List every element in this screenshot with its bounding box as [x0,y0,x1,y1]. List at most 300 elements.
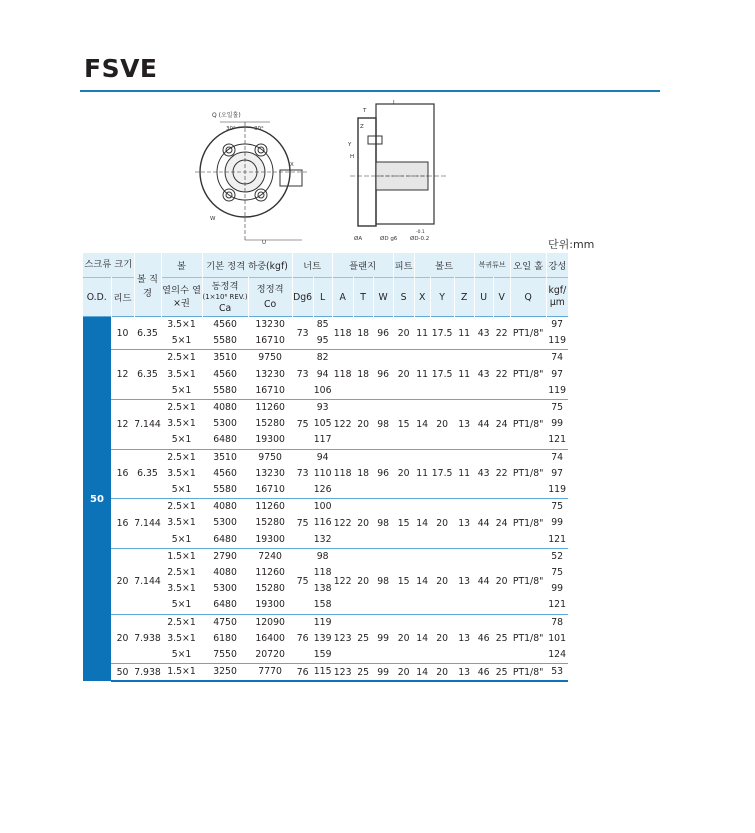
cell-stiffness-value: 119 [548,335,566,347]
header-basic-load: 기본 정격 하중(kgf) [202,253,292,278]
unit-label: 단위:mm [548,238,595,251]
cell-y: 20 [430,664,454,682]
cell-co-value: 13230 [255,467,285,479]
cell-stiffness-value: 75 [551,567,564,579]
table-row [83,449,568,499]
cell-co-value: 16710 [255,384,285,396]
header-oil-hole: 오일 홀 [510,253,546,278]
cell-ball-dia: 7.144 [134,400,161,450]
cell-stiffness-value: 101 [548,632,566,644]
header-z: Z [454,278,474,317]
cell-z: 13 [454,664,474,682]
cell-co-value: 15280 [255,418,285,430]
cell-ball-rows-value: 5×1 [171,384,192,396]
cell-co-value: 9750 [258,352,282,364]
cell-stiffness-value: 97 [551,467,564,479]
cell-dg6: 75 [292,499,313,549]
drawing-label-x: X [290,162,294,168]
cell-ball-rows [161,449,202,499]
cell-stiffness-value: 121 [548,533,566,545]
cell-l-value: 106 [313,384,332,396]
cell-z: 13 [454,400,474,450]
cell-l [313,548,332,614]
cell-ca-value: 5300 [213,517,237,529]
header-flange: 플랜지 [332,253,393,278]
cell-ca-value: 3510 [213,451,237,463]
header-dynamic-label: 동정격 [211,280,239,292]
cell-ball-rows [161,548,202,614]
cell-l-value: 98 [316,550,329,562]
cell-ball-dia: 7.144 [134,548,161,614]
cell-ball-dia: 7.938 [134,614,161,664]
cell-ball-rows-value: 2.5×1 [167,451,196,463]
cell-ca-value: 6480 [213,533,237,545]
cell-l [313,664,332,682]
cell-ca-value: 7550 [213,649,237,661]
cell-stiffness-value: 75 [551,501,564,513]
drawing-label-30b: 30° [254,126,264,132]
cell-co [248,614,292,664]
cell-stiffness-value: 119 [548,384,566,396]
cell-co-value: 12090 [255,616,285,628]
header-y: Y [430,278,454,317]
cell-l-value: 94 [316,451,329,463]
cell-stiffness-value: 78 [551,616,564,628]
cell-stiffness-value: 74 [551,352,564,364]
cell-co-value: 19300 [255,599,285,611]
cell-ca-value: 6480 [213,599,237,611]
cell-q: PT1/8" [510,449,546,499]
cell-ca-value: 5580 [213,484,237,496]
cell-stiffness [546,614,568,664]
cell-ca [202,614,248,664]
cell-x: 14 [414,400,430,450]
header-s: S [393,278,414,317]
cell-ca [202,499,248,549]
cell-stiffness-value: 53 [551,666,564,678]
cell-dg6: 76 [292,664,313,682]
cell-ca-value: 5300 [213,418,237,430]
cell-t: 18 [353,350,373,400]
cell-t: 20 [353,400,373,450]
cell-ca [202,350,248,400]
header-kgf-um: kgf/ μm [546,278,568,317]
cell-l-value: 105 [313,418,332,430]
drawing-label-l: L [393,100,397,106]
cell-x: 11 [414,317,430,350]
drawing-label-q: Q (오일홀) [212,112,241,119]
cell-stiffness-value: 97 [551,368,564,380]
cell-ball-dia: 7.938 [134,664,161,682]
cell-x: 11 [414,449,430,499]
cell-s: 15 [393,499,414,549]
cell-y: 17.5 [430,317,454,350]
drawing-label-d02: ØD-0.2 [410,236,430,242]
cell-ball-rows-value: 5×1 [171,599,192,611]
cell-s: 20 [393,664,414,682]
cell-co [248,400,292,450]
cell-co [248,499,292,549]
cell-ball-rows [161,499,202,549]
cell-co-value: 15280 [255,517,285,529]
cell-ca-value: 4750 [213,616,237,628]
cell-ball-rows-value: 5×1 [171,649,192,661]
cell-ball-dia: 6.35 [134,350,161,400]
cell-l-value: 82 [316,352,329,364]
header-v: V [493,278,510,317]
cell-ca-value: 3250 [213,666,237,678]
cell-stiffness-value: 97 [551,319,564,330]
cell-co-value: 11260 [255,501,285,513]
cell-l-value: 117 [313,434,332,446]
cell-co [248,548,292,614]
cell-a: 118 [332,350,353,400]
cell-l-value: 119 [313,616,332,628]
cell-t: 18 [353,449,373,499]
cell-lead: 50 [111,664,134,682]
cell-t: 25 [353,664,373,682]
header-static-label: 정정격 [256,284,284,295]
cell-x: 11 [414,350,430,400]
cell-w: 99 [373,614,393,664]
cell-l [313,614,332,664]
cell-u: 44 [474,499,493,549]
cell-co-value: 13230 [255,368,285,380]
cell-y: 17.5 [430,350,454,400]
cell-ball-rows-value: 1.5×1 [167,550,196,562]
cell-a: 123 [332,664,353,682]
cell-l-value: 132 [313,533,332,545]
cell-ca-value: 4560 [213,319,237,330]
header-dg6: Dg6 [292,278,313,317]
cell-t: 18 [353,317,373,350]
cell-stiffness [546,317,568,350]
header-ball: 볼 [161,253,202,278]
header-w: W [373,278,393,317]
cell-a: 123 [332,614,353,664]
table-row [83,499,568,549]
cell-w: 98 [373,400,393,450]
cell-s: 20 [393,449,414,499]
cell-co-value: 15280 [255,583,285,595]
cell-x: 14 [414,614,430,664]
cell-w: 96 [373,317,393,350]
cell-co-value: 9750 [258,451,282,463]
cell-lead: 12 [111,400,134,450]
cell-co-value: 16710 [255,335,285,347]
cell-y: 20 [430,400,454,450]
cell-l-value: 126 [313,484,332,496]
title-underline [80,90,660,92]
header-lead: 리드 [111,278,134,317]
cell-stiffness [546,400,568,450]
cell-z: 11 [454,449,474,499]
cell-w: 99 [373,664,393,682]
header-l: L [313,278,332,317]
cell-co-value: 7240 [258,550,282,562]
drawing-label-a: ØA [354,236,363,242]
header-u: U [474,278,493,317]
cell-ball-rows-value: 3.5×1 [167,319,196,330]
cell-co-value: 13230 [255,319,285,330]
drawing-label-w: W [210,216,216,222]
cell-ca-value: 4080 [213,567,237,579]
cell-stiffness-value: 121 [548,599,566,611]
drawing-label-tol: -0.1 [416,230,425,235]
cell-ca-value: 4560 [213,368,237,380]
cell-a: 122 [332,548,353,614]
cell-co-value: 20720 [255,649,285,661]
cell-ball-rows-value: 2.5×1 [167,501,196,513]
header-co: Co [264,299,277,310]
cell-co-value: 19300 [255,533,285,545]
cell-u: 43 [474,317,493,350]
cell-t: 20 [353,499,373,549]
cell-ca [202,449,248,499]
header-dynamic [202,278,248,317]
table-row [83,548,568,614]
cell-l-value: 116 [313,517,332,529]
cell-l-value: 139 [313,632,332,644]
cell-y: 20 [430,548,454,614]
cell-co-value: 11260 [255,402,285,414]
cell-ca [202,400,248,450]
cell-lead: 12 [111,350,134,400]
cell-v: 25 [493,614,510,664]
cell-ball-rows [161,350,202,400]
cell-dg6: 75 [292,400,313,450]
cell-stiffness-value: 52 [551,550,564,562]
cell-v: 22 [493,449,510,499]
cell-v: 22 [493,317,510,350]
cell-co [248,350,292,400]
cell-stiffness [546,499,568,549]
cell-co-value: 19300 [255,434,285,446]
cell-l [313,317,332,350]
cell-lead: 16 [111,449,134,499]
cell-u: 44 [474,548,493,614]
cell-co [248,317,292,350]
cell-a: 122 [332,499,353,549]
cell-dg6: 73 [292,350,313,400]
cell-ca-value: 6480 [213,434,237,446]
header-dynamic-sub: (1×10⁶ REV.) [202,292,248,301]
cell-v: 20 [493,548,510,614]
cell-ball-rows-value: 5×1 [171,533,192,545]
cell-t: 20 [353,548,373,614]
cell-a: 118 [332,317,353,350]
cell-u: 43 [474,350,493,400]
cell-q: PT1/8" [510,400,546,450]
cell-y: 20 [430,614,454,664]
cell-dg6: 73 [292,449,313,499]
cell-stiffness [546,449,568,499]
cell-ca-value: 5580 [213,384,237,396]
cell-ball-rows-value: 2.5×1 [167,402,196,414]
drawing-label-t: T [363,108,367,114]
cell-u: 46 [474,664,493,682]
cell-q: PT1/8" [510,317,546,350]
cell-x: 14 [414,548,430,614]
cell-l-value: 118 [313,567,332,579]
cell-l-value: 110 [313,467,332,479]
header-stiffness: 강성 [546,253,568,278]
cell-z: 13 [454,548,474,614]
table-row [83,614,568,664]
cell-lead: 20 [111,614,134,664]
cell-z: 11 [454,317,474,350]
cell-stiffness-value: 121 [548,434,566,446]
cell-z: 13 [454,499,474,549]
cell-co-value: 7770 [258,666,282,678]
cell-stiffness-value: 99 [551,583,564,595]
cell-ball-rows-value: 3.5×1 [167,517,196,529]
cell-ca-value: 3510 [213,352,237,364]
cell-ball-rows-value: 5×1 [171,335,192,347]
cell-s: 20 [393,350,414,400]
cell-ca [202,548,248,614]
table-row [83,400,568,450]
cell-l-value: 115 [313,666,332,678]
header-fit: 피트 [393,253,414,278]
drawing-label-dg6: ØD g6 [380,236,398,242]
cell-s: 15 [393,548,414,614]
cell-lead: 20 [111,548,134,614]
cell-ball-rows-value: 3.5×1 [167,418,196,430]
cell-l [313,449,332,499]
cell-ball-rows-value: 5×1 [171,434,192,446]
cell-ca-value: 2790 [213,550,237,562]
cell-ball-rows [161,664,202,682]
cell-ball-rows-value: 2.5×1 [167,616,196,628]
cell-t: 25 [353,614,373,664]
header-q: Q [510,278,546,317]
header-x: X [414,278,430,317]
cell-z: 11 [454,350,474,400]
cell-a: 118 [332,449,353,499]
cell-ca-value: 4080 [213,402,237,414]
flange-front-view [195,122,308,240]
cell-q: PT1/8" [510,548,546,614]
drawing-label-30a: 30° [226,126,236,132]
cell-z: 13 [454,614,474,664]
drawing-label-z: Z [360,124,364,130]
header-static [248,278,292,317]
cell-ball-dia: 6.35 [134,449,161,499]
cell-ca-value: 5300 [213,583,237,595]
drawing-label-y: Y [348,142,352,148]
cell-ball-rows-value: 3.5×1 [167,368,196,380]
cell-s: 20 [393,317,414,350]
spec-table [83,253,568,682]
header-od: O.D. [83,278,111,317]
cell-v: 25 [493,664,510,682]
cell-ball-rows-value: 1.5×1 [167,666,196,678]
cell-stiffness-value: 124 [548,649,566,661]
cell-stiffness [546,664,568,682]
nut-side-view [350,104,446,226]
cell-q: PT1/8" [510,614,546,664]
table-row [83,664,568,682]
drawing-label-u: U [262,240,267,246]
cell-ball-dia: 6.35 [134,317,161,350]
cell-l-value: 100 [313,501,332,513]
cell-l-value: 95 [316,335,329,347]
cell-y: 17.5 [430,449,454,499]
cell-ca-value: 6180 [213,632,237,644]
cell-ball-rows-value: 2.5×1 [167,352,196,364]
cell-ball-rows-value: 2.5×1 [167,567,196,579]
cell-ca-value: 4560 [213,467,237,479]
cell-stiffness [546,350,568,400]
cell-ca-value: 4080 [213,501,237,513]
cell-v: 24 [493,400,510,450]
cell-w: 98 [373,548,393,614]
nut-drawing [190,100,450,246]
cell-l [313,350,332,400]
cell-stiffness-value: 74 [551,451,564,463]
header-nut: 너트 [292,253,332,278]
cell-co [248,664,292,682]
cell-lead: 16 [111,499,134,549]
od-value-cell: 50 [83,317,111,682]
cell-l-value: 138 [313,583,332,595]
cell-dg6: 75 [292,548,313,614]
cell-x: 14 [414,664,430,682]
cell-l [313,499,332,549]
page-title: FSVE [84,54,158,83]
cell-u: 44 [474,400,493,450]
header-screw-size: 스크류 크기 [83,253,134,278]
cell-l-value: 93 [316,402,329,414]
cell-u: 46 [474,614,493,664]
table-row [83,317,568,350]
cell-dg6: 76 [292,614,313,664]
cell-s: 20 [393,614,414,664]
cell-ca-value: 5580 [213,335,237,347]
cell-stiffness-value: 119 [548,484,566,496]
cell-ball-rows [161,400,202,450]
header-rows-sub: 열의수 열×권 [161,278,202,317]
header-ball-dia: 볼 직경 [134,253,161,317]
table-row [83,350,568,400]
cell-l-value: 159 [313,649,332,661]
cell-u: 43 [474,449,493,499]
header-row-1 [83,253,568,278]
cell-dg6: 73 [292,317,313,350]
cell-w: 98 [373,499,393,549]
cell-y: 20 [430,499,454,549]
header-bolt: 볼트 [414,253,474,278]
cell-ball-rows-value: 5×1 [171,484,192,496]
header-t: T [353,278,373,317]
header-return-tube: 복귀튜브 [474,253,510,278]
cell-ca [202,317,248,350]
header-a: A [332,278,353,317]
cell-l-value: 85 [316,319,329,330]
cell-l [313,400,332,450]
cell-w: 96 [373,350,393,400]
cell-stiffness-value: 99 [551,418,564,430]
cell-ball-rows [161,614,202,664]
cell-stiffness-value: 75 [551,402,564,414]
cell-x: 14 [414,499,430,549]
cell-q: PT1/8" [510,499,546,549]
cell-co-value: 16710 [255,484,285,496]
cell-ball-rows-value: 3.5×1 [167,467,196,479]
cell-ball-rows-value: 3.5×1 [167,632,196,644]
cell-a: 122 [332,400,353,450]
